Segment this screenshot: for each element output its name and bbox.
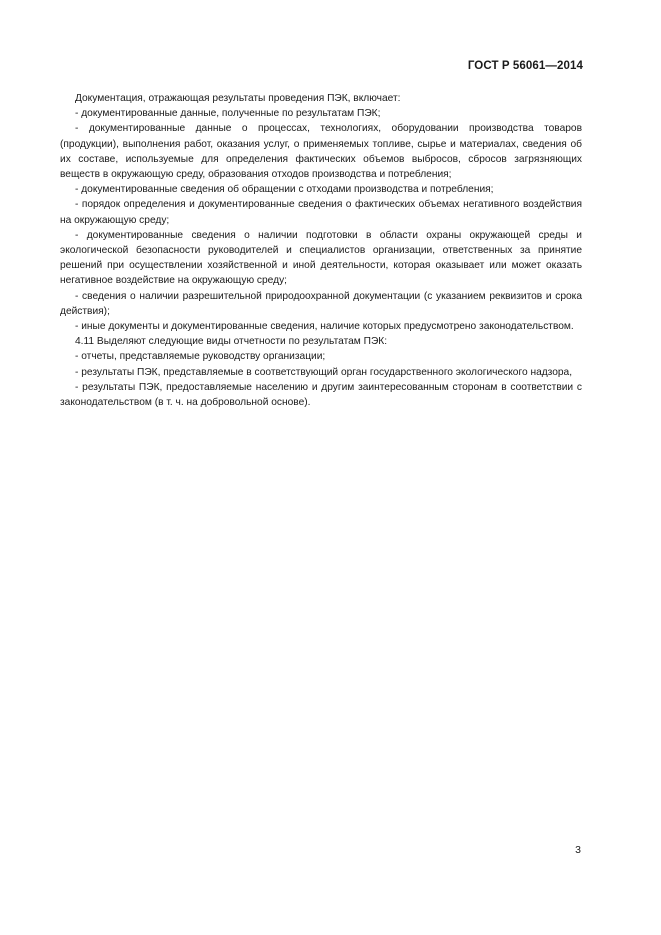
document-body bbox=[60, 91, 582, 410]
list-item: - документированные данные, полученные по результатам ПЭК; bbox=[75, 108, 381, 120]
paragraph-intro: Документация, отражающая результаты проведения ПЭК, включает: bbox=[75, 93, 401, 104]
list-item: - документированные сведения о наличии подготовки в области охраны окружающей среды и экологической безопасности руководителей и специалистов организации, ответственных за принятие решений при осуществлении хозяйственной и иной деятельности, которая оказывает или может оказать негативное воздействие на окружающую среду; bbox=[60, 229, 582, 287]
list-item: - результаты ПЭК, представляемые в соответствующий орган государственного экологического надзора, bbox=[75, 366, 573, 378]
list-item: - документированные сведения об обращении с отходами производства и потребления; bbox=[75, 184, 494, 196]
list-item: - иные документы и документированные сведения, наличие которых предусмотрено законодательством. bbox=[75, 321, 574, 333]
section-4-11-heading: 4.11 Выделяют следующие виды отчетности по результатам ПЭК: bbox=[75, 336, 388, 348]
list-item: - порядок определения и документированные сведения о фактических объемах негативного воздействия на окружающую среду; bbox=[60, 199, 582, 226]
list-item: - документированные данные о процессах, технологиях, оборудовании производства товаров (продукции), выполнения работ, оказания услуг, о применяемых топливе, сырье и материалах, сведения об их составе, используемые для определения фактических объемов выбросов, сбросов загрязняющих веществ в окружающую среду, образования отходов производства и потребления; bbox=[60, 123, 582, 181]
document-header-id: ГОСТ Р 56061—2014 bbox=[467, 60, 583, 72]
list-item: - сведения о наличии разрешительной природоохранной документации (с указанием реквизитов и срока действия); bbox=[60, 290, 582, 317]
page-number: 3 bbox=[575, 844, 581, 856]
list-item: - результаты ПЭК, предоставляемые населению и другим заинтересованным сторонам в соответствии с законодательством (в т. ч. на добровольной основе). bbox=[60, 381, 582, 409]
list-item: - отчеты, представляемые руководству организации; bbox=[75, 351, 326, 363]
